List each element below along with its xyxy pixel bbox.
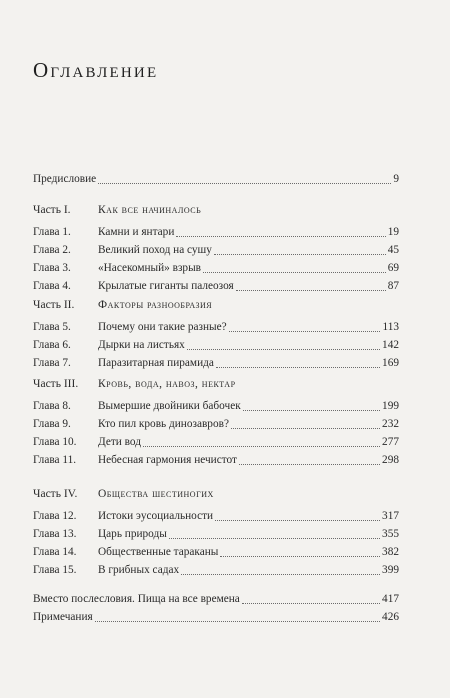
dot-leader bbox=[215, 520, 380, 521]
chapter-label: Глава 1. bbox=[33, 226, 71, 238]
toc-entry-chapter[interactable] bbox=[33, 275, 399, 293]
dot-leader bbox=[176, 236, 385, 237]
part-heading[interactable] bbox=[33, 373, 399, 391]
dot-leader bbox=[216, 367, 380, 368]
chapter-label: Глава 2. bbox=[33, 244, 71, 256]
entry-page: 9 bbox=[393, 173, 399, 185]
entry-page: 232 bbox=[382, 418, 399, 430]
entry-title: Почему они такие разные? bbox=[98, 321, 227, 333]
part-label: Часть II. bbox=[33, 299, 75, 311]
entry-page: 317 bbox=[382, 510, 399, 522]
entry-title: Примечания bbox=[33, 611, 93, 623]
entry-page: 426 bbox=[382, 611, 399, 623]
dot-leader bbox=[214, 254, 386, 255]
toc-entry-afterword[interactable] bbox=[33, 588, 399, 606]
entry-page: 199 bbox=[382, 400, 399, 412]
toc-entry-chapter[interactable] bbox=[33, 431, 399, 449]
toc-entry-chapter[interactable] bbox=[33, 239, 399, 257]
chapter-label: Глава 4. bbox=[33, 280, 71, 292]
chapter-label: Глава 10. bbox=[33, 436, 77, 448]
entry-title: Вымершие двойники бабочек bbox=[98, 400, 241, 412]
dot-leader bbox=[98, 183, 391, 184]
toc-entry-chapter[interactable] bbox=[33, 395, 399, 413]
entry-title: В грибных садах bbox=[98, 564, 180, 576]
toc-entry-chapter[interactable] bbox=[33, 334, 399, 352]
chapter-label: Глава 8. bbox=[33, 400, 71, 412]
part-title: Как все начиналось bbox=[98, 204, 202, 216]
entry-page: 399 bbox=[382, 564, 399, 576]
dot-leader bbox=[231, 428, 380, 429]
entry-title: Кто пил кровь динозавров? bbox=[98, 418, 229, 430]
dot-leader bbox=[95, 621, 380, 622]
dot-leader bbox=[220, 556, 380, 557]
entry-title: Предисловие bbox=[33, 173, 97, 185]
entry-page: 355 bbox=[382, 528, 399, 540]
entry-page: 45 bbox=[387, 244, 399, 256]
toc-entry-chapter[interactable] bbox=[33, 541, 399, 559]
toc-entry-notes[interactable] bbox=[33, 606, 399, 624]
entry-title: Великий поход на сушу bbox=[98, 244, 212, 256]
part-title: Кровь, вода, навоз, нектар bbox=[98, 378, 236, 390]
toc-entry-chapter[interactable] bbox=[33, 352, 399, 370]
toc-entry-chapter[interactable] bbox=[33, 505, 399, 523]
entry-page: 113 bbox=[382, 321, 399, 333]
dot-leader bbox=[239, 464, 380, 465]
chapter-label: Глава 6. bbox=[33, 339, 71, 351]
dot-leader bbox=[181, 574, 380, 575]
entry-page: 19 bbox=[387, 226, 399, 238]
part-title: Факторы разнообразия bbox=[98, 299, 213, 311]
entry-page: 69 bbox=[387, 262, 399, 274]
toc-entry-chapter[interactable] bbox=[33, 559, 399, 577]
part-heading[interactable] bbox=[33, 294, 399, 312]
entry-title: Царь природы bbox=[98, 528, 167, 540]
toc-entry-chapter[interactable] bbox=[33, 316, 399, 334]
toc-entry-preface[interactable] bbox=[33, 168, 399, 186]
entry-page: 382 bbox=[382, 546, 399, 558]
chapter-label: Глава 11. bbox=[33, 454, 77, 466]
toc-entry-chapter[interactable] bbox=[33, 221, 399, 239]
toc-entry-chapter[interactable] bbox=[33, 257, 399, 275]
dot-leader bbox=[243, 410, 380, 411]
part-heading[interactable] bbox=[33, 199, 399, 217]
dot-leader bbox=[169, 538, 380, 539]
chapter-label: Глава 3. bbox=[33, 262, 71, 274]
part-label: Часть I. bbox=[33, 204, 71, 216]
entry-page: 142 bbox=[382, 339, 399, 351]
entry-title: Паразитарная пирамида bbox=[98, 357, 214, 369]
entry-title: Камни и янтари bbox=[98, 226, 175, 238]
entry-title: Истоки эусоциальности bbox=[98, 510, 214, 522]
chapter-label: Глава 5. bbox=[33, 321, 71, 333]
toc-entry-chapter[interactable] bbox=[33, 523, 399, 541]
dot-leader bbox=[236, 290, 386, 291]
entry-title: Общественные тараканы bbox=[98, 546, 219, 558]
chapter-label: Глава 14. bbox=[33, 546, 77, 558]
entry-page: 277 bbox=[382, 436, 399, 448]
entry-title: Небесная гармония нечистот bbox=[98, 454, 237, 466]
toc-entry-chapter[interactable] bbox=[33, 449, 399, 467]
dot-leader bbox=[242, 603, 380, 604]
entry-page: 417 bbox=[382, 593, 399, 605]
chapter-label: Глава 12. bbox=[33, 510, 77, 522]
dot-leader bbox=[187, 349, 380, 350]
entry-title: Дети вод bbox=[98, 436, 141, 448]
entry-title: Вместо послесловия. Пища на все времена bbox=[33, 593, 240, 605]
chapter-label: Глава 13. bbox=[33, 528, 77, 540]
chapter-label: Глава 7. bbox=[33, 357, 71, 369]
entry-title: «Насекомный» взрыв bbox=[98, 262, 202, 274]
part-label: Часть IV. bbox=[33, 488, 78, 500]
toc-entry-chapter[interactable] bbox=[33, 413, 399, 431]
part-heading[interactable] bbox=[33, 483, 399, 501]
entry-title: Крылатые гиганты палеозоя bbox=[98, 280, 234, 292]
chapter-label: Глава 9. bbox=[33, 418, 71, 430]
dot-leader bbox=[229, 331, 381, 332]
entry-page: 169 bbox=[382, 357, 399, 369]
page-title: Оглавление bbox=[33, 58, 159, 82]
dot-leader bbox=[203, 272, 386, 273]
part-label: Часть III. bbox=[33, 378, 79, 390]
part-title: Общества шестиногих bbox=[98, 488, 214, 500]
chapter-label: Глава 15. bbox=[33, 564, 77, 576]
entry-title: Дырки на листьях bbox=[98, 339, 185, 351]
entry-page: 87 bbox=[387, 280, 399, 292]
entry-page: 298 bbox=[382, 454, 399, 466]
dot-leader bbox=[143, 446, 380, 447]
